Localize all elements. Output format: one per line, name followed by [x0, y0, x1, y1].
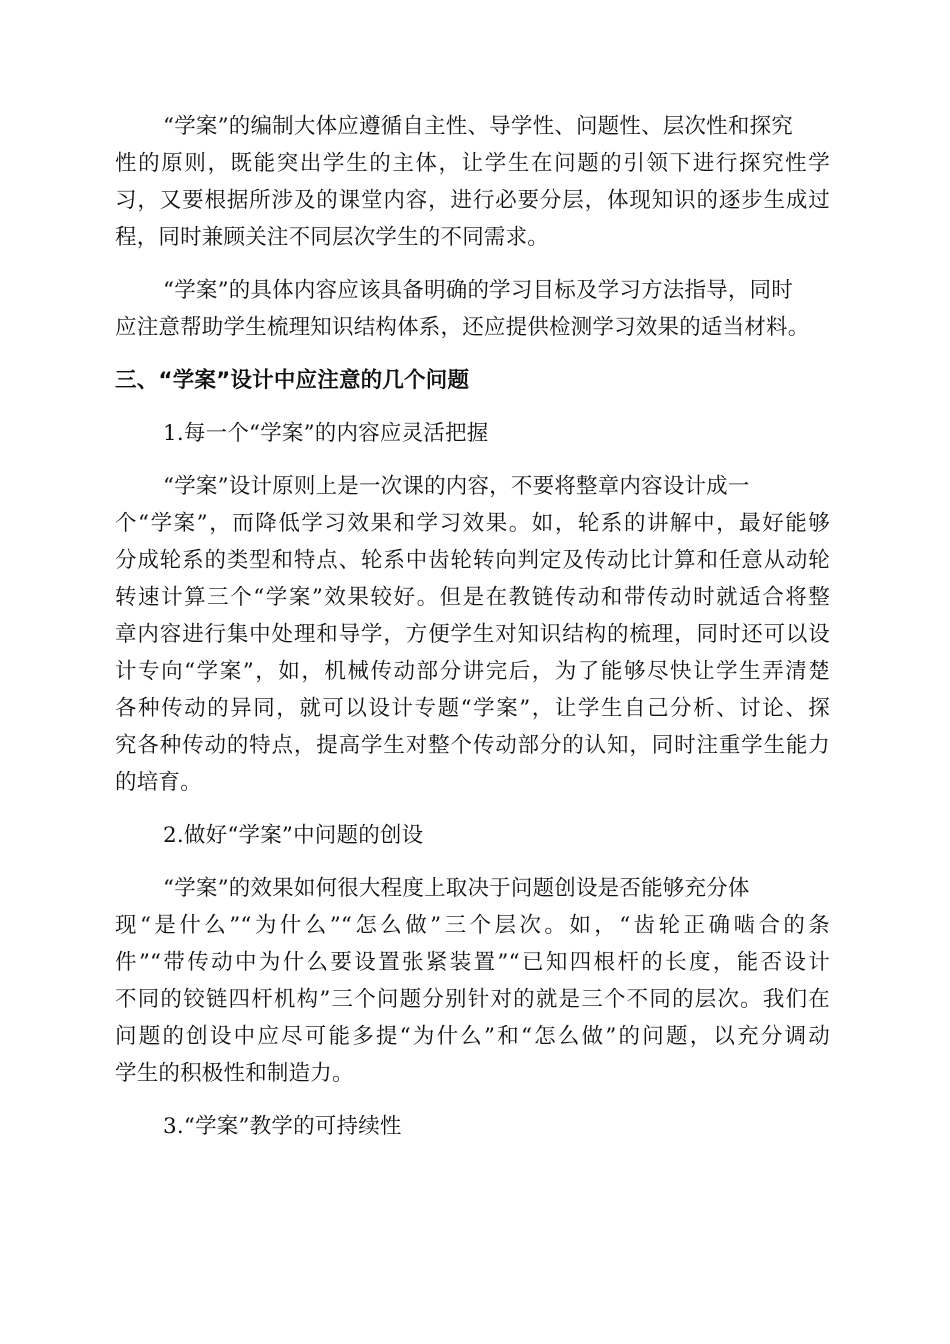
text-line: 性的原则，既能突出学生的主体，让学生在问题的引领下进行探究性学 [115, 151, 830, 176]
text-line: 习，又要根据所涉及的课堂内容，进行必要分层，体现知识的逐步生成过 [115, 188, 830, 213]
subsection-heading-3: 3.“学案”教学的可持续性 [163, 1114, 402, 1139]
text-line: 个“学案”，而降低学习效果和学习效果。如，轮系的讲解中，最好能够 [115, 511, 830, 536]
section-heading: 三、“学案”设计中应注意的几个问题 [115, 368, 470, 393]
text-line: “学案”的具体内容应该具备明确的学习目标及学习方法指导，同时 [163, 278, 793, 303]
subsection-heading-2: 2.做好“学案”中问题的创设 [163, 823, 424, 848]
text-line: 学生的积极性和制造力。 [115, 1061, 354, 1086]
paragraph-gap [115, 346, 830, 362]
text-line: “学案”设计原则上是一次课的内容，不要将整章内容设计成一 [163, 474, 750, 499]
paragraph-gap [115, 1092, 830, 1108]
paragraph-gap [115, 399, 830, 415]
text-line: “学案”的效果如何很大程度上取决于问题创设是否能够充分体 [163, 876, 750, 901]
text-line: 程，同时兼顾关注不同层次学生的不同需求。 [115, 225, 550, 250]
paragraph-gap [115, 801, 830, 817]
text-line: 现“是什么”“为什么”“怎么做”三个层次。如，“齿轮正确啮合的条 [115, 913, 830, 938]
paragraph-content-requirements [115, 272, 830, 346]
paragraph-gap [115, 256, 830, 272]
text-line: 的培育。 [115, 770, 202, 795]
paragraph-gap [115, 452, 830, 468]
text-line: 件”“带传动中为什么要设置张紧装置”“已知四根杆的长度，能否设计 [115, 950, 830, 975]
text-line: 不同的铰链四杆机构”三个问题分别针对的就是三个不同的层次。我们在 [115, 987, 830, 1012]
paragraph-flexible-content [115, 468, 830, 801]
paragraph-compilation-principles [115, 108, 830, 256]
paragraph-question-design [115, 870, 830, 1092]
text-line: 分成轮系的类型和特点、轮系中齿轮转向判定及传动比计算和任意从动轮 [115, 548, 830, 573]
paragraph-gap [115, 854, 830, 870]
subsection-heading-1: 1.每一个“学案”的内容应灵活把握 [163, 421, 489, 446]
text-line: 章内容进行集中处理和导学，方便学生对知识结构的梳理，同时还可以设 [115, 622, 830, 647]
text-line: 究各种传动的特点，提高学生对整个传动部分的认知，同时注重学生能力 [115, 733, 830, 758]
text-line: 转速计算三个“学案”效果较好。但是在教链传动和带传动时就适合将整 [115, 585, 830, 610]
document-page [115, 108, 830, 1145]
text-line: 计专向“学案”，如，机械传动部分讲完后，为了能够尽快让学生弄清楚 [115, 659, 830, 684]
text-line: “学案”的编制大体应遵循自主性、导学性、问题性、层次性和探究 [163, 114, 793, 139]
text-line: 各种传动的异同，就可以设计专题“学案”，让学生自己分析、讨论、探 [115, 696, 830, 721]
text-line: 问题的创设中应尽可能多提“为什么”和“怎么做”的问题，以充分调动 [115, 1024, 830, 1049]
text-line: 应注意帮助学生梳理知识结构体系，还应提供检测学习效果的适当材料。 [115, 315, 810, 340]
